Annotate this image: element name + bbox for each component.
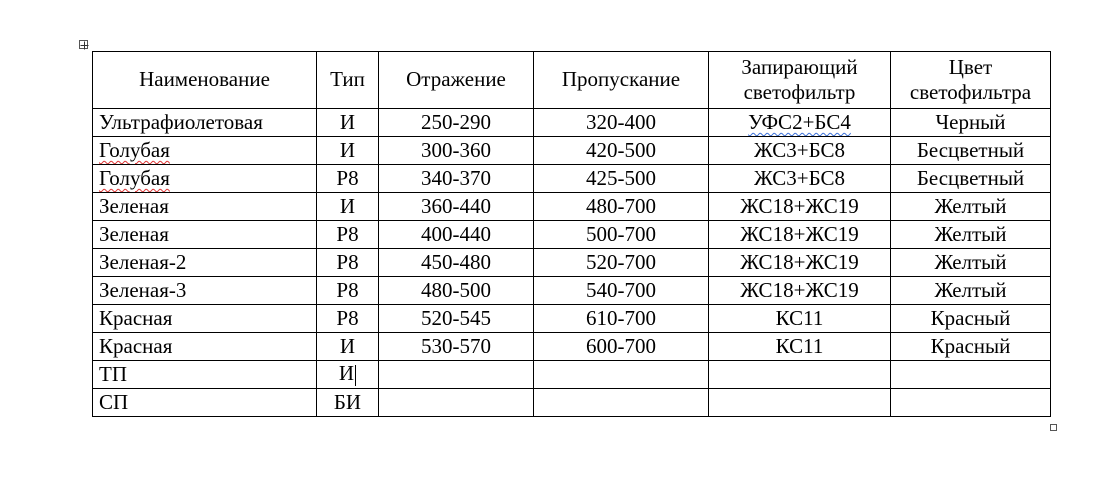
table-row <box>93 249 1051 277</box>
header-cell-barrier-filter[interactable]: Запирающий светофильтр <box>709 52 891 109</box>
cell-reflection[interactable] <box>379 361 534 389</box>
cell-type[interactable]: Р8 <box>317 221 379 249</box>
cell-transmission[interactable]: 520-700 <box>534 249 709 277</box>
cell-barrier-filter[interactable]: ЖС3+БС8 <box>709 165 891 193</box>
cell-transmission[interactable]: 480-700 <box>534 193 709 221</box>
cell-barrier-filter[interactable]: ЖС18+ЖС19 <box>709 277 891 305</box>
cell-filter-color[interactable] <box>891 361 1051 389</box>
cell-name[interactable] <box>93 137 317 165</box>
cell-filter-color[interactable]: Красный <box>891 333 1051 361</box>
cell-name[interactable]: Зеленая-2 <box>93 249 317 277</box>
cell-name[interactable]: ТП <box>93 361 317 389</box>
cell-reflection[interactable]: 340-370 <box>379 165 534 193</box>
cell-reflection[interactable]: 520-545 <box>379 305 534 333</box>
cell-transmission[interactable] <box>534 361 709 389</box>
cell-type-text: И <box>338 361 355 386</box>
cell-transmission[interactable] <box>534 389 709 417</box>
table-row <box>93 277 1051 305</box>
cell-name[interactable] <box>93 165 317 193</box>
cell-transmission[interactable]: 320-400 <box>534 109 709 137</box>
cell-name-text: Голубая <box>99 138 170 162</box>
header-cell-name[interactable]: Наименование <box>93 52 317 109</box>
table-row <box>93 193 1051 221</box>
cell-barrier-filter[interactable]: КС11 <box>709 305 891 333</box>
cell-transmission[interactable]: 540-700 <box>534 277 709 305</box>
cell-reflection[interactable]: 360-440 <box>379 193 534 221</box>
table-row <box>93 305 1051 333</box>
cell-name[interactable]: СП <box>93 389 317 417</box>
cell-type[interactable]: Р8 <box>317 305 379 333</box>
cell-name-text: Голубая <box>99 166 170 190</box>
cell-filter-color[interactable]: Бесцветный <box>891 165 1051 193</box>
table-row <box>93 221 1051 249</box>
move-arrows-icon <box>80 41 89 50</box>
cell-type[interactable]: Р8 <box>317 165 379 193</box>
cell-name[interactable]: Ультрафиолетовая <box>93 109 317 137</box>
cell-type[interactable]: И <box>317 333 379 361</box>
cell-name[interactable]: Зеленая <box>93 221 317 249</box>
data-table[interactable] <box>92 51 1051 417</box>
cell-reflection[interactable]: 450-480 <box>379 249 534 277</box>
table-row <box>93 109 1051 137</box>
table-move-handle[interactable] <box>79 40 88 49</box>
table-row <box>93 333 1051 361</box>
cell-filter-color[interactable] <box>891 389 1051 417</box>
table-row <box>93 165 1051 193</box>
cell-reflection[interactable]: 480-500 <box>379 277 534 305</box>
table-row <box>93 361 1051 389</box>
cell-reflection[interactable]: 250-290 <box>379 109 534 137</box>
cell-type[interactable]: И <box>317 137 379 165</box>
cell-barrier-filter[interactable]: ЖС18+ЖС19 <box>709 193 891 221</box>
cell-name[interactable]: Красная <box>93 333 317 361</box>
cell-reflection[interactable]: 400-440 <box>379 221 534 249</box>
cell-filter-color[interactable]: Черный <box>891 109 1051 137</box>
text-cursor <box>355 365 356 386</box>
header-cell-transmission[interactable]: Пропускание <box>534 52 709 109</box>
cell-barrier-filter[interactable]: ЖС3+БС8 <box>709 137 891 165</box>
cell-type[interactable]: И <box>317 193 379 221</box>
table-row <box>93 389 1051 417</box>
cell-reflection[interactable]: 530-570 <box>379 333 534 361</box>
header-cell-filter-color[interactable]: Цвет светофильтра <box>891 52 1051 109</box>
cell-transmission[interactable]: 420-500 <box>534 137 709 165</box>
cell-filter-color[interactable]: Желтый <box>891 277 1051 305</box>
cell-filter-color[interactable]: Желтый <box>891 193 1051 221</box>
cell-barrier-filter-text: УФС2+БС4 <box>748 110 851 134</box>
header-cell-type[interactable]: Тип <box>317 52 379 109</box>
cell-name[interactable]: Красная <box>93 305 317 333</box>
cell-transmission[interactable]: 610-700 <box>534 305 709 333</box>
cell-type[interactable]: БИ <box>317 389 379 417</box>
cell-barrier-filter[interactable] <box>709 361 891 389</box>
cell-transmission[interactable]: 500-700 <box>534 221 709 249</box>
cell-name[interactable]: Зеленая <box>93 193 317 221</box>
header-cell-reflection[interactable]: Отражение <box>379 52 534 109</box>
cell-barrier-filter[interactable]: КС11 <box>709 333 891 361</box>
cell-barrier-filter[interactable] <box>709 109 891 137</box>
cell-transmission[interactable]: 425-500 <box>534 165 709 193</box>
cell-filter-color[interactable]: Красный <box>891 305 1051 333</box>
cell-type[interactable]: Р8 <box>317 249 379 277</box>
cell-filter-color[interactable]: Желтый <box>891 221 1051 249</box>
cell-name[interactable]: Зеленая-3 <box>93 277 317 305</box>
cell-filter-color[interactable]: Бесцветный <box>891 137 1051 165</box>
cell-reflection[interactable]: 300-360 <box>379 137 534 165</box>
cell-type[interactable]: Р8 <box>317 277 379 305</box>
cell-barrier-filter[interactable] <box>709 389 891 417</box>
cell-transmission[interactable]: 600-700 <box>534 333 709 361</box>
cell-barrier-filter[interactable]: ЖС18+ЖС19 <box>709 221 891 249</box>
table-resize-handle[interactable] <box>1050 424 1057 431</box>
cell-reflection[interactable] <box>379 389 534 417</box>
table-row <box>93 137 1051 165</box>
cell-filter-color[interactable]: Желтый <box>891 249 1051 277</box>
cell-type[interactable]: И <box>317 109 379 137</box>
cell-type[interactable] <box>317 361 379 389</box>
table-header-row <box>93 52 1051 109</box>
cell-barrier-filter[interactable]: ЖС18+ЖС19 <box>709 249 891 277</box>
